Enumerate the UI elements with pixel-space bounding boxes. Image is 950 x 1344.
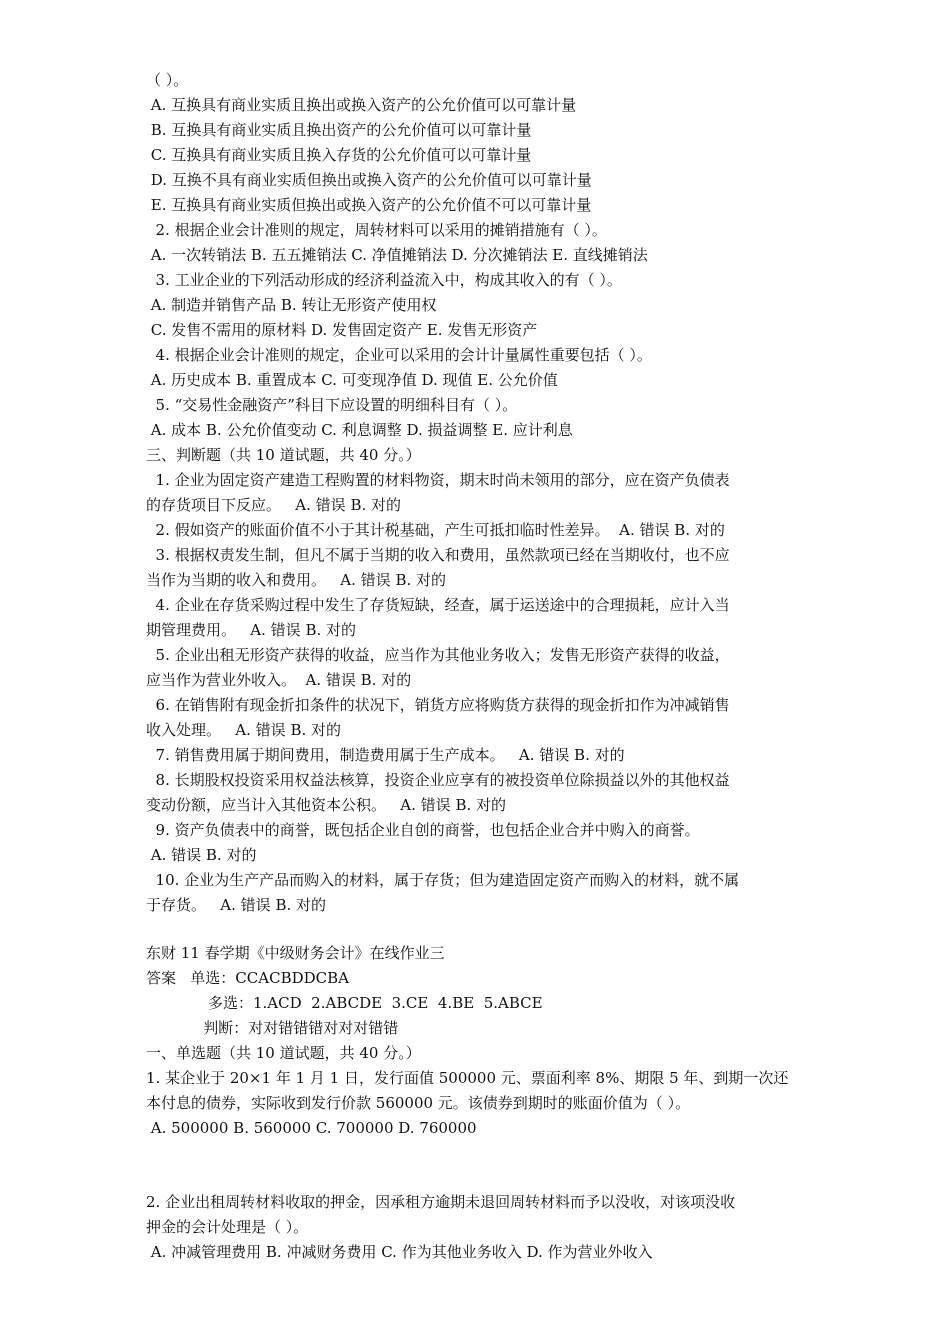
text-line: A. 错误 B. 对的: [146, 846, 257, 864]
text-line: 5. 企业出租无形资产获得的收益，应当作为其他业务收入；发售无形资产获得的收益，: [146, 646, 730, 664]
text-line: 4. 企业在存货采购过程中发生了存货短缺，经查，属于运送途中的合理损耗，应计入当: [146, 596, 730, 614]
text-line: （ ）。: [146, 71, 189, 89]
text-line: A. 一次转销法 B. 五五摊销法 C. 净值摊销法 D. 分次摊销法 E. 直线摊销法: [146, 246, 648, 264]
text-line: D. 互换不具有商业实质但换出或换入资产的公允价值可以可靠计量: [146, 171, 592, 189]
text-line: A. 互换具有商业实质且换出或换入资产的公允价值可以可靠计量: [146, 96, 577, 114]
text-line: 2. 企业出租周转材料收取的押金，因承租方逾期未退回周转材料而予以没收，对该项没收: [146, 1193, 736, 1211]
text-line: 当作为当期的收入和费用。 A. 错误 B. 对的: [146, 571, 447, 589]
text-line: 1. 企业为固定资产建造工程购置的材料物资，期末时尚未领用的部分，应在资产负债表: [146, 471, 730, 489]
text-line: 应当作为营业外收入。 A. 错误 B. 对的: [146, 671, 412, 689]
text-line: 的存货项目下反应。 A. 错误 B. 对的: [146, 496, 402, 514]
text-line: 判断：对对错错错对对对错错: [146, 1019, 399, 1037]
text-line: 3. 根据权责发生制，但凡不属于当期的收入和费用，虽然款项已经在当期收付，也不应: [146, 546, 730, 564]
text-line: 押金的会计处理是（ ）。: [146, 1218, 309, 1236]
text-line: 4. 根据企业会计准则的规定，企业可以采用的会计计量属性重要包括（ ）。: [146, 346, 652, 364]
text-line: C. 互换具有商业实质且换入存货的公允价值可以可靠计量: [146, 146, 532, 164]
text-line: A. 成本 B. 公允价值变动 C. 利息调整 D. 损益调整 E. 应计利息: [146, 421, 573, 439]
text-line: 答案 单选：CCACBDDCBA: [146, 969, 349, 987]
text-line: 2. 根据企业会计准则的规定，周转材料可以采用的摊销措施有（ ）。: [146, 221, 607, 239]
text-line: B. 互换具有商业实质且换出资产的公允价值可以可靠计量: [146, 121, 532, 139]
text-line: 10. 企业为生产产品而购入的材料，属于存货；但为建造固定资产而购入的材料，就不属: [146, 871, 740, 889]
text-line: E. 互换具有商业实质但换出或换入资产的公允价值不可以可靠计量: [146, 196, 592, 214]
text-line: 多选：1.ACD 2.ABCDE 3.CE 4.BE 5.ABCE: [146, 994, 543, 1012]
text-line: 9. 资产负债表中的商誉，既包括企业自创的商誉，也包括企业合并中购入的商誉。: [146, 821, 700, 839]
text-line: A. 500000 B. 560000 C. 700000 D. 760000: [146, 1119, 477, 1137]
text-line: 6. 在销售附有现金折扣条件的状况下，销货方应将购货方获得的现金折扣作为冲减销售: [146, 696, 730, 714]
text-line: C. 发售不需用的原材料 D. 发售固定资产 E. 发售无形资产: [146, 321, 538, 339]
text-line: 东财 11 春学期《中级财务会计》在线作业三: [146, 944, 445, 962]
text-line: 本付息的债券，实际收到发行价款 560000 元。该债券到期时的账面价值为（ ）。: [146, 1094, 691, 1112]
text-line: 期管理费用。 A. 错误 B. 对的: [146, 621, 357, 639]
text-line: A. 历史成本 B. 重置成本 C. 可变现净值 D. 现值 E. 公允价值: [146, 371, 558, 389]
text-line: 3. 工业企业的下列活动形成的经济利益流入中，构成其收入的有（ ）。: [146, 271, 622, 289]
text-line: 一、单选题（共 10 道试题，共 40 分。）: [146, 1044, 421, 1062]
text-line: 收入处理。 A. 错误 B. 对的: [146, 721, 342, 739]
text-line: 2. 假如资产的账面价值不小于其计税基础，产生可抵扣临时性差异。 A. 错误 B. 对的: [146, 521, 725, 539]
text-line: 1. 某企业于 20×1 年 1 月 1 日，发行面值 500000 元、票面利率 8%、期限 5 年、到期一次还: [146, 1069, 789, 1087]
text-line: A. 制造并销售产品 B. 转让无形资产使用权: [146, 296, 437, 314]
text-line: 8. 长期股权投资采用权益法核算，投资企业应享有的被投资单位除损益以外的其他权益: [146, 771, 730, 789]
text-line: 5. “交易性金融资产”科目下应设置的明细科目有（ ）。: [146, 396, 518, 414]
text-line: 于存货。 A. 错误 B. 对的: [146, 896, 327, 914]
text-line: A. 冲减管理费用 B. 冲减财务费用 C. 作为其他业务收入 D. 作为营业外收入: [146, 1243, 653, 1261]
text-line: 7. 销售费用属于期间费用，制造费用属于生产成本。 A. 错误 B. 对的: [146, 746, 625, 764]
text-line: 变动份额，应当计入其他资本公积。 A. 错误 B. 对的: [146, 796, 507, 814]
text-line: 三、判断题（共 10 道试题，共 40 分。）: [146, 446, 421, 464]
